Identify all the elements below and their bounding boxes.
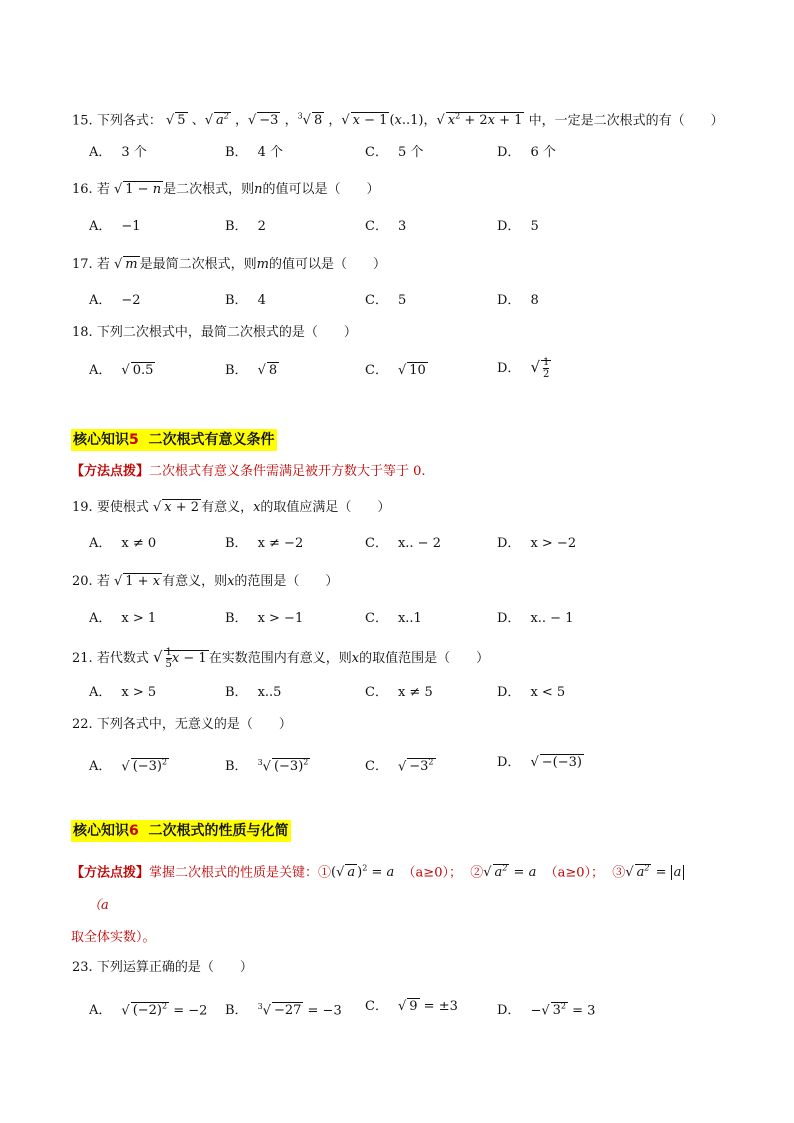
method-tip-6-tail: 取全体实数）。 bbox=[71, 930, 156, 945]
question-text: 有意义， bbox=[201, 500, 254, 515]
question-text: 的值可以是（ ） bbox=[262, 182, 380, 197]
question-23-stem bbox=[72, 958, 253, 978]
question-15-stem bbox=[72, 107, 724, 131]
option-a[interactable]: A． √ $(-2)^2 = -2$ bbox=[89, 1002, 208, 1019]
option-b[interactable]: B． x ≠ −2 bbox=[225, 536, 304, 551]
question-15-options bbox=[89, 142, 729, 166]
option-d[interactable]: D． √ −(−3) bbox=[497, 755, 582, 770]
question-text: 要使根式 bbox=[96, 500, 149, 515]
option-c[interactable]: C． √ 10 bbox=[365, 363, 426, 378]
question-19-options bbox=[89, 533, 729, 557]
option-d[interactable]: D． 8 bbox=[497, 293, 539, 308]
option-a[interactable]: A． −1 bbox=[89, 219, 141, 234]
option-c[interactable]: C． x.. − 2 bbox=[365, 536, 441, 551]
variable-x: x bbox=[253, 500, 261, 515]
question-17-options bbox=[89, 290, 729, 314]
question-number: 21. bbox=[72, 651, 93, 666]
question-text: 下列各式： bbox=[96, 113, 162, 129]
question-text: 是二次根式，则 bbox=[163, 182, 255, 197]
question-17-stem bbox=[72, 255, 386, 275]
question-text: 若 bbox=[96, 182, 110, 197]
option-a[interactable]: A． −2 bbox=[89, 293, 141, 308]
variable-n: n bbox=[254, 182, 263, 197]
option-d[interactable]: D． 5 bbox=[497, 219, 539, 234]
section-heading-6: 核心知识6 二次根式的性质与化简 bbox=[71, 820, 291, 842]
question-16-stem bbox=[72, 180, 380, 200]
question-text: 的值可以是（ ） bbox=[268, 257, 386, 272]
question-text: 的范围是（ ） bbox=[234, 574, 339, 589]
method-tip-6: 【方法点拨】掌握二次根式的性质是关键：①(√ a )$^2$ = a （a≥0）； ②√ $a^2 = a$ （a≥0）； ③√ $a^2 = a$ bbox=[71, 859, 684, 883]
question-text: 下列各式中，无意义的是（ ） bbox=[96, 717, 292, 732]
option-b[interactable]: B． $^3$√ −27 = −3 bbox=[225, 1002, 342, 1019]
question-text: 若 bbox=[96, 257, 110, 272]
option-b[interactable]: B． √ 8 bbox=[225, 363, 278, 378]
question-number: 15. bbox=[72, 113, 93, 129]
question-21-options bbox=[89, 682, 729, 706]
math-expression: √ $\frac{1}{5}$ x − 1 bbox=[152, 647, 207, 670]
variable-m: m bbox=[256, 257, 269, 272]
question-20-options bbox=[89, 608, 729, 632]
variable-x: x bbox=[351, 651, 360, 666]
question-22-stem bbox=[72, 715, 292, 735]
option-c[interactable]: C． √ $-3^2$ bbox=[365, 758, 434, 775]
option-d[interactable]: D． x.. − 1 bbox=[497, 611, 574, 626]
math-expression: √ 1 + x bbox=[113, 574, 161, 589]
option-b[interactable]: B． $^3$√ $(-3)^2$ bbox=[225, 758, 309, 775]
question-text: 的取值范围是（ ） bbox=[359, 651, 490, 666]
option-c[interactable]: C． 3 bbox=[365, 219, 407, 234]
option-d[interactable]: D． √ $\frac{1}{2}$ bbox=[497, 357, 550, 380]
question-18-options bbox=[89, 356, 729, 390]
option-d[interactable]: D． 6 个 bbox=[497, 145, 556, 160]
option-b[interactable]: B． 4 个 bbox=[225, 145, 283, 160]
option-b[interactable]: B． x > −1 bbox=[225, 611, 304, 626]
question-16-options bbox=[89, 216, 729, 240]
question-number: 17. bbox=[72, 257, 93, 272]
question-number: 16. bbox=[72, 182, 93, 197]
option-a[interactable]: A． x ≠ 0 bbox=[89, 536, 157, 551]
question-text: 有意义，则 bbox=[162, 574, 228, 589]
question-text: 在实数范围内有意义，则 bbox=[208, 651, 352, 666]
variable-x: x bbox=[227, 574, 235, 589]
section-heading-5: 核心知识5 二次根式有意义条件 bbox=[71, 429, 277, 451]
option-c[interactable]: C． 5 个 bbox=[365, 145, 424, 160]
option-c[interactable]: C． x ≠ 5 bbox=[365, 685, 433, 700]
question-19-stem bbox=[72, 498, 390, 518]
option-c[interactable]: C． x..1 bbox=[365, 611, 422, 626]
question-18-stem bbox=[72, 323, 357, 343]
math-expression: √ 1 − n bbox=[113, 182, 162, 197]
option-a[interactable]: A． x > 1 bbox=[89, 611, 157, 626]
math-expression: √ 5 、√ $a^2$ ，√ −3 ，$^3$√ 8 ，√ x − 1 (x..1)，√ $x^2 + 2x + 1$ bbox=[165, 112, 523, 129]
option-a[interactable]: A． x > 5 bbox=[89, 685, 157, 700]
option-b[interactable]: B． 4 bbox=[225, 293, 266, 308]
method-tip-5: 【方法点拨】二次根式有意义条件需满足被开方数大于等于 0. bbox=[71, 464, 426, 479]
question-text: 的取值应满足（ ） bbox=[260, 500, 391, 515]
question-number: 23. bbox=[72, 960, 93, 975]
option-b[interactable]: B． x..5 bbox=[225, 685, 282, 700]
question-text: 下列二次根式中，最简二次根式的是（ ） bbox=[96, 325, 357, 340]
math-expression: √ m bbox=[113, 257, 138, 272]
question-number: 19. bbox=[72, 500, 93, 515]
question-23-options bbox=[89, 996, 729, 1020]
question-text: 若代数式 bbox=[96, 651, 149, 666]
option-d[interactable]: D． x > −2 bbox=[497, 536, 577, 551]
question-text: 中，一定是二次根式的有（ ） bbox=[528, 113, 724, 129]
option-c[interactable]: C． √ 9 = ±3 bbox=[365, 999, 458, 1014]
question-number: 18. bbox=[72, 325, 93, 340]
question-text: 是最简二次根式，则 bbox=[139, 257, 257, 272]
question-21-stem bbox=[72, 644, 489, 672]
option-d[interactable]: D． −√ $3^2 = 3$ bbox=[497, 1002, 596, 1019]
math-expression: √ x + 2 bbox=[152, 500, 200, 515]
question-22-options bbox=[89, 752, 729, 776]
option-c[interactable]: C． 5 bbox=[365, 293, 407, 308]
question-text: 若 bbox=[96, 574, 110, 589]
option-a[interactable]: A． √ 0.5 bbox=[89, 363, 154, 378]
question-number: 20. bbox=[72, 574, 93, 589]
question-20-stem bbox=[72, 572, 338, 592]
option-a[interactable]: A． 3 个 bbox=[89, 145, 147, 160]
option-a[interactable]: A． √ $(-3)^2$ bbox=[89, 758, 168, 775]
option-b[interactable]: B． 2 bbox=[225, 219, 266, 234]
question-number: 22. bbox=[72, 717, 93, 732]
question-text: 下列运算正确的是（ ） bbox=[96, 960, 253, 975]
method-tip-6-wrap: （a bbox=[88, 898, 109, 913]
option-d[interactable]: D． x < 5 bbox=[497, 685, 566, 700]
